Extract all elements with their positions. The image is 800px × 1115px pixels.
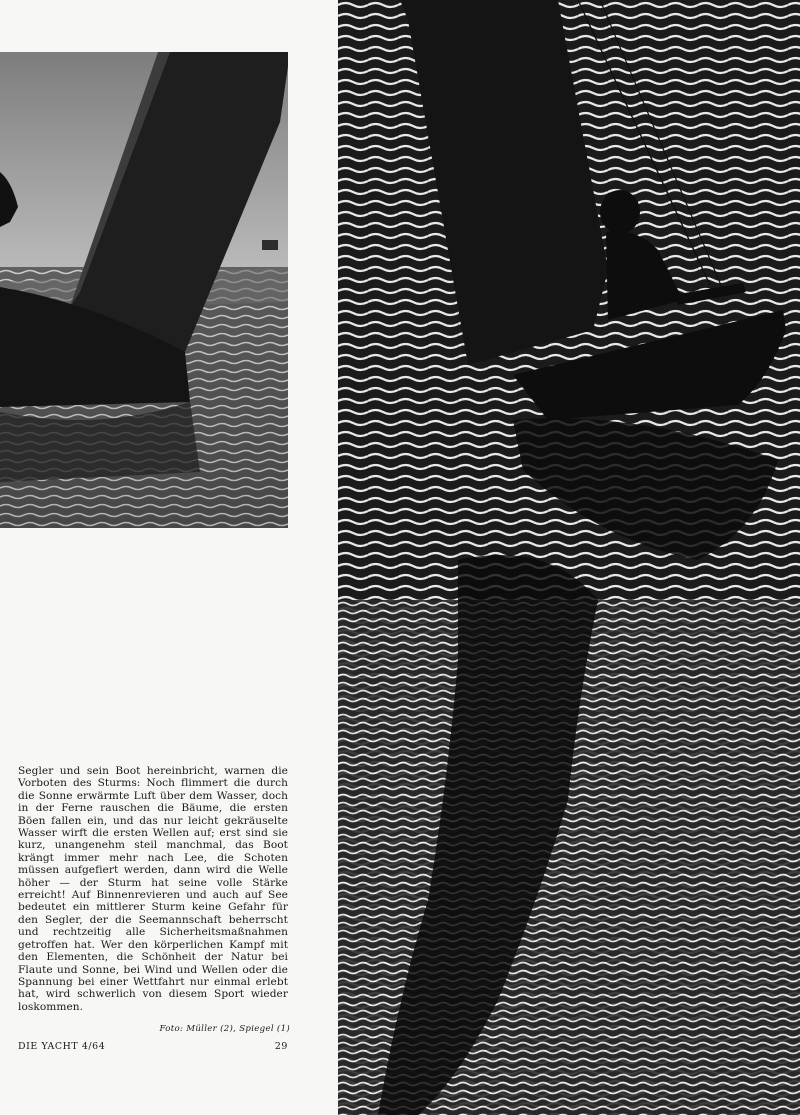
sailboat-silhouette-image — [338, 0, 800, 1115]
sailboat-closeup-photo — [0, 52, 288, 528]
left-column — [0, 0, 338, 1115]
page-footer — [18, 1041, 288, 1052]
photo-credit: Foto: Müller (2), Spiegel (1) — [159, 1024, 290, 1034]
article-body: Segler und sein Boot hereinbricht, warnen die Vorboten des Sturms: Noch flimmert die durch die Sonne erwärmte Luft über dem Wasser, doch in der Ferne rauschen die Bäume, die ersten Böen fallen ein, und das nur leicht gekräuselte Wasser wirft die ersten Wellen auf; erst sind sie kurz, unangenehm steil manchmal, das Boot krängt immer mehr nach Lee, die Schoten müssen aufgefiert werden, dann wird die Welle höher — der Sturm hat seine volle Stärke erreicht! Auf Binnenrevieren und auch auf See bedeutet ein mittlerer Sturm keine Gefahr für den Segler, der die Seemannschaft beherrscht und rechtzeitig alle Sicherheitsmaßnahmen getroffen hat. Wer den körperlichen Kampf mit den Elementen, die Schönheit der Natur bei Flaute und Sonne, bei Wind und Wellen oder die Spannung bei einer Wettfahrt nur einmal erlebt hat, wird schwerlich von diesem Sport wieder loskommen. — [18, 765, 288, 1013]
page-number: 29 — [274, 1041, 288, 1052]
sailboat-silhouette-photo — [338, 0, 800, 1115]
magazine-issue: DIE YACHT 4/64 — [18, 1041, 106, 1052]
sailboat-closeup-image — [0, 52, 288, 528]
